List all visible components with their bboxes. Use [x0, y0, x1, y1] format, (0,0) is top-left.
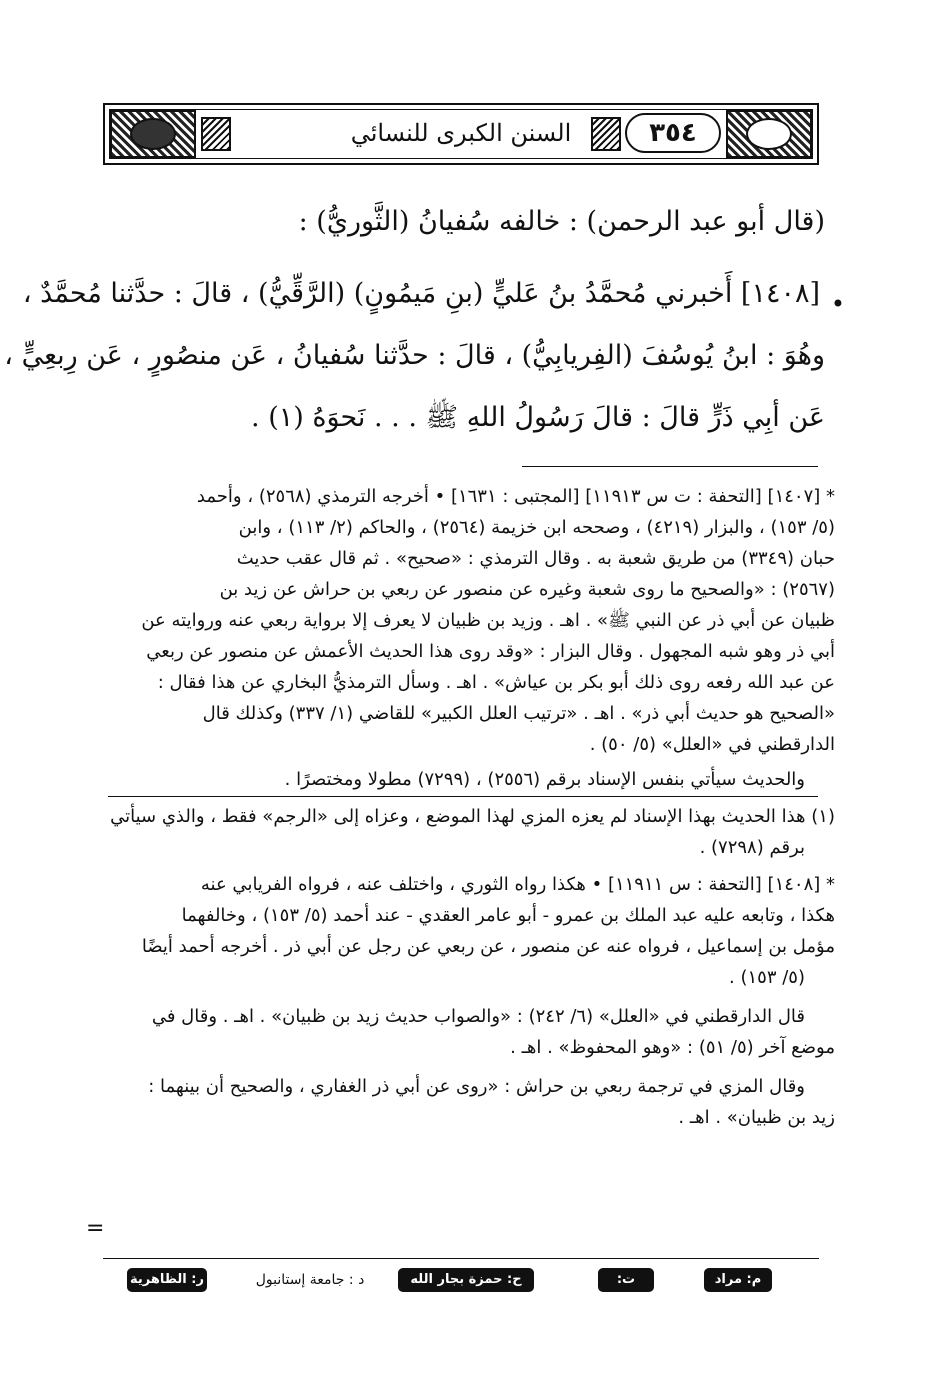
ornament-square-icon [201, 117, 231, 151]
footer-text-d: د : جامعة إستانبول [255, 1272, 365, 1288]
main-text-line: (قال أبو عبد الرحمن) : خالفه سُفيانُ (الثَّوريُّ) : [298, 206, 825, 237]
medallion-icon [130, 118, 176, 150]
main-text-line: [١٤٠٨] أَخبرني مُحمَّدُ بنُ عَليٍّ (بنِ مَيمُونٍ) (الرَّقِّيُّ) ، قالَ : حدَّثنا مُحمَّدٌ ، [22, 278, 820, 309]
footer-chip-t: ت: تطوان [598, 1268, 654, 1292]
running-title: السنن الكبرى للنسائي [350, 119, 572, 147]
note-line: برقم (٧٢٩٨) . [699, 837, 805, 858]
footnote-separator [522, 466, 818, 467]
note-line: أبي ذر وهو شبه المجهول . وقال البزار : «وقد روى هذا الحديث الأعمش عن منصور عن ربعي [146, 641, 835, 662]
note-line: * [١٤٠٨] [التحفة : س ١١٩١١] • هكذا رواه الثوري ، واختلف عنه ، فرواه الفريابي عنه [200, 874, 835, 895]
note-line: (٥/ ١٥٣) ، والبزار (٤٢١٩) ، وصححه ابن خزيمة (٢٥٦٤) ، والحاكم (٢/ ١١٣) ، وابن [238, 517, 835, 538]
note-line: عن عبد الله رفعه روى ذلك أبو بكر بن عياش» . اهـ . وسأل الترمذيُّ البخاري عن هذا فقال : [157, 672, 835, 693]
main-text-line: وهُوَ : ابنُ يُوسُفَ (الفِريابِيُّ) ، قالَ : حدَّثنا سُفيانُ ، عَن منصُورٍ ، عَن رِبعِيٍّ ، [4, 340, 825, 371]
footer-rule [103, 1258, 819, 1259]
note-line: والحديث سيأتي بنفس الإسناد برقم (٢٥٥٦) ، (٧٢٩٩) مطولا ومختصرًا . [284, 769, 805, 790]
footer-chip-r: ر: الظاهرية [127, 1268, 207, 1292]
note-line: (١) هذا الحديث بهذا الإسناد لم يعزه المزي لهذا الموضع ، وعزاه إلى «الرجم» فقط ، والذي سيأتي [110, 806, 835, 827]
note-line: * [١٤٠٧] [التحفة : ت س ١١٩١٣] [المجتبى : ١٦٣١] • أخرجه الترمذي (٢٥٦٨) ، وأحمد [196, 486, 835, 507]
notes-separator [108, 796, 818, 797]
note-line: موضع آخر (٥/ ٥١) : «وهو المحفوظ» . اهـ . [510, 1037, 835, 1058]
bullet-icon: • [830, 290, 845, 318]
note-line: ظبيان عن أبي ذر عن النبي ﷺ» . اهـ . وزيد بن ظبيان لا يعرف إلا برواية ربعي عنه وروايته عن [141, 610, 835, 631]
footer-chip-m: م: مراد ملا [704, 1268, 772, 1292]
note-line: حبان (٣٣٤٩) من طريق شعبة به . وقال الترمذي : «صحيح» . ثم قال عقب حديث [236, 548, 835, 569]
note-line: زيد بن ظبيان» . اهـ . [678, 1107, 835, 1128]
page-header [103, 103, 819, 165]
continuation-mark: = [86, 1216, 105, 1241]
note-line: قال الدارقطني في «العلل» (٦/ ٢٤٢) : «والصواب حديث زيد بن ظبيان» . اهـ . وقال في [151, 1006, 805, 1027]
note-line: مؤمل بن إسماعيل ، فرواه عنه عن منصور ، عن ربعي عن رجل عن أبي ذر . أخرجه أحمد أيضًا [141, 936, 835, 957]
note-line: «الصحيح هو حديث أبي ذر» . اهـ . «ترتيب العلل الكبير» للقاضي (١/ ٣٣٧) وكذلك قال [202, 703, 835, 724]
page-number: ٣٥٤ [625, 113, 721, 153]
note-line: وقال المزي في ترجمة ربعي بن حراش : «روى عن أبي ذر الغفاري ، والصحيح أن بينهما : [148, 1076, 805, 1097]
footer-chip-h: ح: حمزة بجار الله [398, 1268, 534, 1292]
note-line: هكذا ، وتابعه عليه عبد الملك بن عمرو - أبو عامر العقدي - عند أحمد (٥/ ١٥٣) ، وخالفهما [181, 905, 835, 926]
ornament-left-icon [110, 110, 196, 158]
note-line: (٢٥٦٧) : «والصحيح ما روى شعبة وغيره عن منصور عن ربعي بن حراش عن زيد بن [219, 579, 835, 600]
main-text-line: عَن أبِي ذَرٍّ قالَ : قالَ رَسُولُ اللهِ ﷺ . . . نَحوَهُ (١) . [251, 402, 825, 433]
ornament-right-icon [726, 110, 812, 158]
medallion-icon [746, 118, 792, 150]
note-line: (٥/ ١٥٣) . [729, 967, 805, 988]
note-line: الدارقطني في «العلل» (٥/ ٥٠) . [589, 734, 835, 755]
